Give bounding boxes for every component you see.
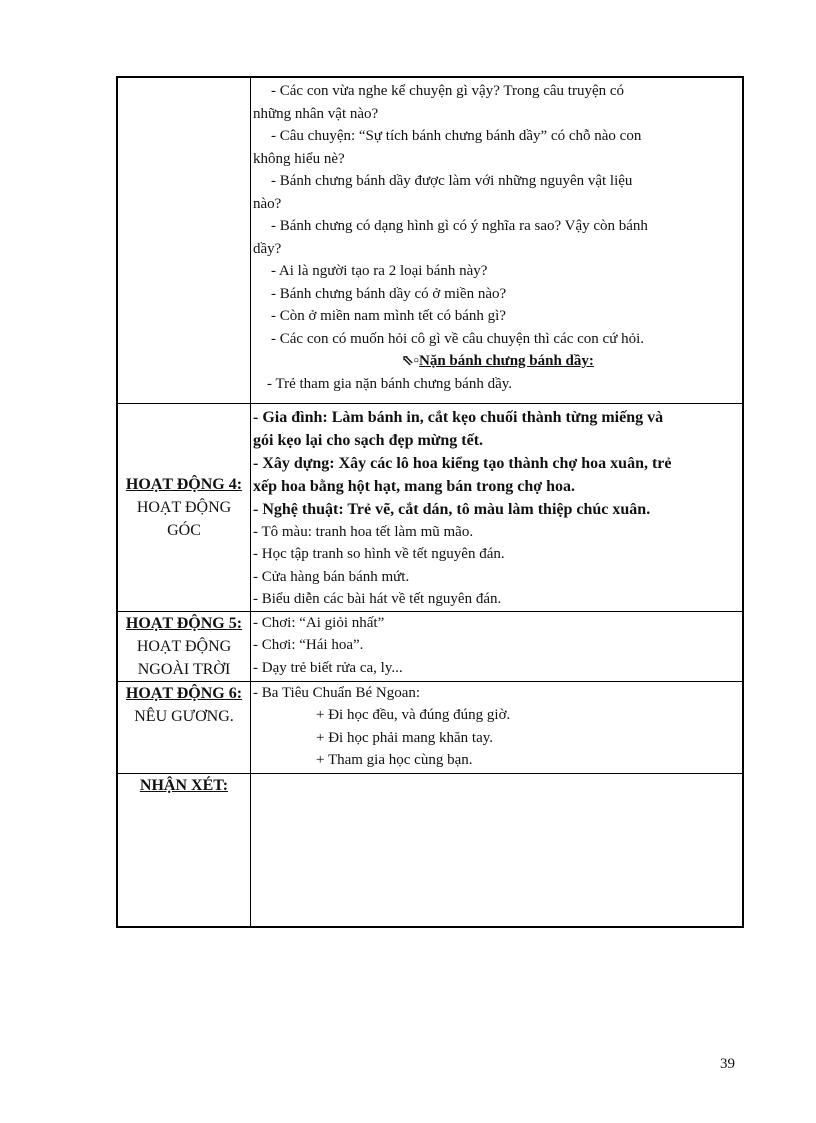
question-line: - Các con có muốn hỏi cô gì về câu chuyện thì các con cứ hỏi. xyxy=(271,330,645,347)
good-child-item: + Đi học phải mang khăn tay. xyxy=(316,729,494,746)
good-child-item: + Đi học đều, và đúng đúng giờ. xyxy=(316,707,511,723)
outdoor-item-line: - Dạy trẻ biết rửa ca, ly... xyxy=(253,659,403,676)
corner-activity-line: - Xây dựng: Xây các lô hoa kiểng tạo thành chợ hoa xuân, trẻ xyxy=(253,454,672,472)
row-remarks xyxy=(117,773,743,927)
corner-activity-line: xếp hoa bằng hột hạt, mang bán trong chợ hoa. xyxy=(253,477,575,495)
row-activity-4 xyxy=(117,403,743,611)
activity-4-content-cell xyxy=(251,403,744,611)
participation-line: - Trẻ tham gia nặn bánh chưng bánh dầy. xyxy=(267,375,513,392)
question-line: - Câu chuyện: “Sự tích bánh chưng bánh dầy” có chỗ nào con xyxy=(271,128,642,144)
activity-6-content-cell xyxy=(251,681,744,773)
good-child-item: + Tham gia học cùng bạn. xyxy=(316,752,473,768)
row-activity-5 xyxy=(117,611,743,681)
corner-item-line: - Biểu diễn các bài hát về tết nguyên đán. xyxy=(253,591,502,607)
activity-5-title-line2: NGOÀI TRỜI xyxy=(137,660,231,678)
remarks-heading: NHẬN XÉT: xyxy=(139,776,229,794)
activity-6-title: NÊU GƯƠNG. xyxy=(134,707,234,725)
activity-5-label-cell xyxy=(117,611,251,681)
corner-activity-line: gói kẹo lại cho sạch đẹp mừng tết. xyxy=(253,431,484,449)
activity-6-label-cell xyxy=(117,681,251,773)
outdoor-item-line: - Chơi: “Hái hoa”. xyxy=(253,637,364,653)
activity-5-content-cell xyxy=(251,611,744,681)
remarks-content-cell xyxy=(251,773,744,927)
activity-6-heading: HOẠT ĐỘNG 6: xyxy=(125,684,243,702)
row-activity-6 xyxy=(117,681,743,773)
row-story-questions xyxy=(117,77,743,403)
question-line: - Còn ở miền nam mình tết có bánh gì? xyxy=(271,308,506,324)
activity-4-title-line1: HOẠT ĐỘNG xyxy=(136,498,232,516)
question-line: - Các con vừa nghe kể chuyện gì vậy? Trong câu truyện có xyxy=(271,83,625,99)
activity-4-heading: HOẠT ĐỘNG 4: xyxy=(125,475,243,493)
story-questions-cell xyxy=(251,77,744,403)
good-child-intro: - Ba Tiêu Chuẩn Bé Ngoan: xyxy=(253,684,421,701)
corner-item-line: - Học tập tranh so hình về tết nguyên đán. xyxy=(253,546,505,562)
arrow-bullet-icon: ⇖▫ xyxy=(401,353,419,369)
activity-5-heading: HOẠT ĐỘNG 5: xyxy=(125,614,243,632)
activity-4-label-cell xyxy=(117,403,251,611)
question-line: dầy? xyxy=(253,240,282,257)
modeling-subheading: Nặn bánh chưng bánh dầy: xyxy=(418,353,594,369)
question-line: những nhân vật nào? xyxy=(253,105,379,122)
corner-activity-line: - Gia đình: Làm bánh in, cắt kẹo chuối thành từng miếng và xyxy=(253,408,664,426)
remarks-label-cell xyxy=(117,773,251,927)
corner-item-line: - Tô màu: tranh hoa tết làm mũ mão. xyxy=(253,523,474,540)
question-line: không hiểu nè? xyxy=(253,150,345,167)
subheading-line xyxy=(251,350,742,373)
question-line: - Bánh chưng có dạng hình gì có ý nghĩa ra sao? Vậy còn bánh xyxy=(271,218,648,234)
activity-4-title-line2: GÓC xyxy=(167,521,201,539)
corner-item-line: - Cửa hàng bán bánh mứt. xyxy=(253,568,410,585)
question-line: nào? xyxy=(253,195,282,212)
question-line: - Bánh chưng bánh dầy có ở miền nào? xyxy=(271,285,507,302)
corner-activity-line: - Nghệ thuật: Trẻ vẽ, cắt dán, tô màu làm thiệp chúc xuân. xyxy=(253,500,651,518)
question-line: - Ai là người tạo ra 2 loại bánh này? xyxy=(271,263,488,279)
lesson-plan-table xyxy=(116,76,744,928)
outdoor-item-line: - Chơi: “Ai giỏi nhất” xyxy=(253,614,385,631)
question-line: - Bánh chưng bánh dầy được làm với những nguyên vật liệu xyxy=(271,173,633,189)
left-cell-empty xyxy=(117,77,251,403)
activity-5-title-line1: HOẠT ĐỘNG xyxy=(136,637,232,655)
page-number: 39 xyxy=(720,1056,735,1072)
